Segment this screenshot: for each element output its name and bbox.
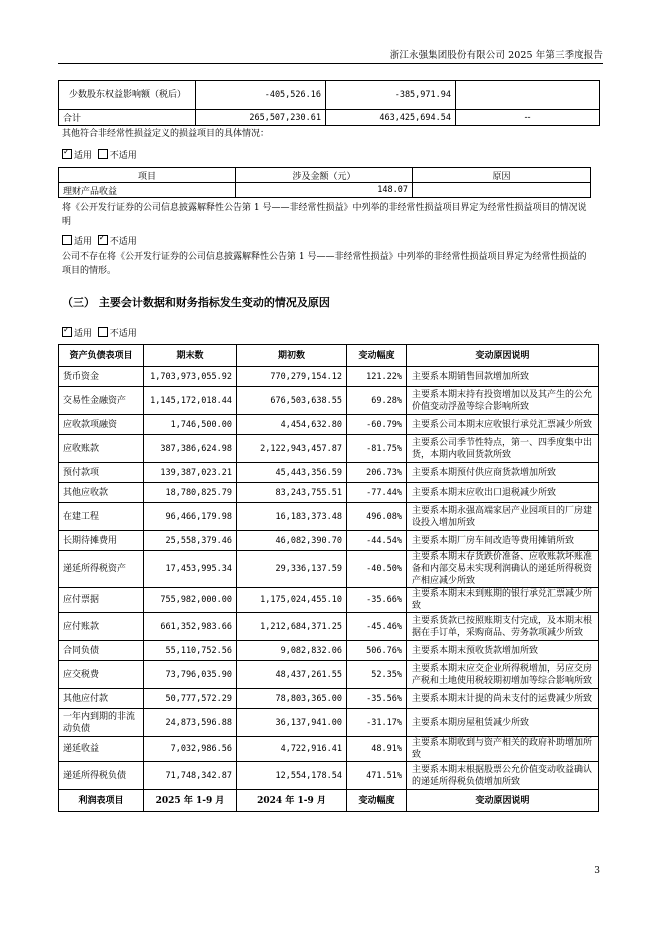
end-value-cell: 18,780,825.79	[144, 483, 237, 503]
table-row	[59, 551, 599, 588]
change-rate-cell: -31.17%	[347, 709, 407, 737]
checkbox-group-2	[62, 234, 137, 247]
item-cell: 应收账款	[59, 435, 144, 463]
table-row	[59, 588, 599, 613]
page-number: 3	[594, 866, 600, 876]
current-value: 265,507,230.61	[196, 110, 326, 126]
begin-value-cell: 83,243,755.51	[237, 483, 347, 503]
table-row	[59, 503, 599, 531]
item-cell: 递延收益	[59, 737, 144, 762]
col-header: 2024 年 1-9 月	[237, 790, 347, 812]
end-value-cell: 139,387,023.21	[144, 463, 237, 483]
checkbox-checked-icon	[98, 235, 108, 245]
change-rate-cell: 471.51%	[347, 762, 407, 790]
end-value-cell: 387,386,624.98	[144, 435, 237, 463]
reason-cell: 主要系货款已按照账期支付完成，及本期末根据在手订单，采购商品、劳务款项减少所致	[407, 613, 599, 641]
table-row	[59, 483, 599, 503]
table-row	[59, 709, 599, 737]
change-rate-cell: 52.35%	[347, 661, 407, 689]
item-cell: 其他应付款	[59, 689, 144, 709]
end-value-cell: 755,982,000.00	[144, 588, 237, 613]
change-rate-cell: -35.66%	[347, 588, 407, 613]
reason-cell: 主要系本期末计提的尚未支付的运费减少所致	[407, 689, 599, 709]
ytd-value: 463,425,694.54	[326, 110, 456, 126]
applicable-label: 适用	[74, 237, 93, 247]
reason-cell: 主要系本期销售回款增加所致	[407, 367, 599, 387]
col-header: 涉及金额（元）	[236, 168, 413, 183]
amount-cell: 148.07	[236, 183, 413, 198]
reason-cell: 主要系公司本期末应收银行承兑汇票减少所致	[407, 415, 599, 435]
table-row	[59, 641, 599, 661]
change-rate-cell: 496.08%	[347, 503, 407, 531]
change-rate-cell: 69.28%	[347, 387, 407, 415]
end-value-cell: 25,558,379.46	[144, 531, 237, 551]
reason-cell: 主要系本期收到与资产相关的政府补助增加所致	[407, 737, 599, 762]
begin-value-cell: 29,336,137.59	[237, 551, 347, 588]
checkbox-unchecked-icon	[98, 149, 108, 159]
end-value-cell: 1,145,172,018.44	[144, 387, 237, 415]
item-cell: 长期待摊费用	[59, 531, 144, 551]
reason-cell: 主要系本期末应交企业所得税增加，另应交房产税和土地使用税较期初增加等综合影响所致	[407, 661, 599, 689]
reason-cell: 主要系本期末预收货款增加所致	[407, 641, 599, 661]
no-reclassification-statement: 公司不存在将《公开发行证券的公司信息披露解释性公告第 1 号——非经常性损益》中列举的非经常性损益项目界定为经常性损益的项目的情形。	[62, 252, 587, 276]
item-cell: 应交税费	[59, 661, 144, 689]
begin-value-cell: 48,437,261.55	[237, 661, 347, 689]
change-rate-cell: -81.75%	[347, 435, 407, 463]
col-header: 利润表项目	[59, 790, 144, 812]
col-header: 变动幅度	[347, 790, 407, 812]
reason-cell: 主要系本期预付供应商货款增加所致	[407, 463, 599, 483]
checkbox-unchecked-icon	[98, 327, 108, 337]
item-cell: 应付票据	[59, 588, 144, 613]
begin-value-cell: 12,554,178.54	[237, 762, 347, 790]
table-row	[59, 415, 599, 435]
table-row	[59, 387, 599, 415]
table-row	[59, 463, 599, 483]
change-rate-cell: -35.56%	[347, 689, 407, 709]
applicable-label: 适用	[74, 151, 93, 161]
end-value-cell: 1,703,973,055.92	[144, 367, 237, 387]
begin-value-cell: 4,454,632.80	[237, 415, 347, 435]
begin-value-cell: 46,082,390.70	[237, 531, 347, 551]
income-statement-header-row	[59, 790, 599, 812]
end-value-cell: 73,796,035.90	[144, 661, 237, 689]
item-cell: 应收款项融资	[59, 415, 144, 435]
table-row	[59, 183, 591, 198]
item-cell: 其他应收款	[59, 483, 144, 503]
non-recurring-summary-table	[58, 80, 600, 126]
item-cell: 交易性金融资产	[59, 387, 144, 415]
reason-cell: 主要系本期厂房车间改造等费用摊销所致	[407, 531, 599, 551]
item-cell: 预付款项	[59, 463, 144, 483]
reason-cell: 主要系公司季节性特点，第一、四季度集中出货，本期内收回货款所致	[407, 435, 599, 463]
change-rate-cell: 506.76%	[347, 641, 407, 661]
checkbox-group-3	[62, 326, 137, 339]
current-value: -405,526.16	[196, 81, 326, 110]
end-value-cell: 71,748,342.87	[144, 762, 237, 790]
table-header-row	[59, 345, 599, 367]
begin-value-cell: 78,803,365.00	[237, 689, 347, 709]
reason-cell: 主要系本期末根据股票公允价值变动收益确认的递延所得税负债增加所致	[407, 762, 599, 790]
checkbox-group-1	[62, 148, 137, 161]
note-cell: --	[456, 110, 600, 126]
item-cell: 理财产品收益	[59, 183, 236, 198]
col-header: 变动幅度	[347, 345, 407, 367]
end-value-cell: 24,873,596.88	[144, 709, 237, 737]
reason-cell: 主要系本期末存货跌价准备、应收账款坏账准备和内部交易未实现利润确认的递延所得税资产相应减少所致	[407, 551, 599, 588]
reason-cell	[413, 183, 591, 198]
page-header: 浙江永强集团股份有限公司 2025 年第三季度报告	[389, 50, 603, 61]
item-cell: 一年内到期的非流动负债	[59, 709, 144, 737]
reason-cell: 主要系本期末持有投资增加以及其产生的公允价值变动浮盈等综合影响所致	[407, 387, 599, 415]
begin-value-cell: 4,722,916.41	[237, 737, 347, 762]
checkbox-checked-icon	[62, 149, 72, 159]
not-applicable-label: 不适用	[109, 329, 137, 339]
checkbox-checked-icon	[62, 327, 72, 337]
change-rate-cell: -77.44%	[347, 483, 407, 503]
col-header: 2025 年 1-9 月	[144, 790, 237, 812]
col-header: 原因	[413, 168, 591, 183]
item-cell: 在建工程	[59, 503, 144, 531]
header-rule	[58, 63, 603, 64]
reclassification-note: 将《公开发行证券的公司信息披露解释性公告第 1 号——非经常性损益》中列举的非经常性损益项目界定为经常性损益项目的情况说明	[62, 203, 587, 227]
col-header: 期初数	[237, 345, 347, 367]
table-row	[59, 661, 599, 689]
col-header: 项目	[59, 168, 236, 183]
change-rate-cell: 48.91%	[347, 737, 407, 762]
reason-cell: 主要系本期房屋租赁减少所致	[407, 709, 599, 737]
table-row	[59, 367, 599, 387]
change-rate-cell: -44.54%	[347, 531, 407, 551]
row-label: 合计	[59, 110, 196, 126]
end-value-cell: 661,352,983.66	[144, 613, 237, 641]
end-value-cell: 7,032,986.56	[144, 737, 237, 762]
begin-value-cell: 676,503,638.55	[237, 387, 347, 415]
item-cell: 货币资金	[59, 367, 144, 387]
table-header-row	[59, 168, 591, 183]
change-rate-cell: 206.73%	[347, 463, 407, 483]
item-cell: 合同负债	[59, 641, 144, 661]
begin-value-cell: 770,279,154.12	[237, 367, 347, 387]
not-applicable-label: 不适用	[109, 151, 137, 161]
end-value-cell: 55,110,752.56	[144, 641, 237, 661]
checkbox-unchecked-icon	[62, 235, 72, 245]
table-row	[59, 613, 599, 641]
table-row	[59, 762, 599, 790]
ytd-value: -385,971.94	[326, 81, 456, 110]
begin-value-cell: 1,175,024,455.10	[237, 588, 347, 613]
end-value-cell: 17,453,995.34	[144, 551, 237, 588]
row-label: 少数股东权益影响额（税后）	[59, 81, 196, 110]
note-cell	[456, 81, 600, 110]
table-row	[59, 737, 599, 762]
col-header: 变动原因说明	[407, 345, 599, 367]
end-value-cell: 1,746,500.00	[144, 415, 237, 435]
begin-value-cell: 16,183,373.48	[237, 503, 347, 531]
reason-cell: 主要系本期末未到账期的银行承兑汇票减少所致	[407, 588, 599, 613]
end-value-cell: 96,466,179.98	[144, 503, 237, 531]
begin-value-cell: 36,137,941.00	[237, 709, 347, 737]
table-row	[59, 110, 600, 126]
other-items-intro: 其他符合非经常性损益定义的损益项目的具体情况：	[62, 129, 270, 139]
change-rate-cell: -45.46%	[347, 613, 407, 641]
change-rate-cell: -60.79%	[347, 415, 407, 435]
not-applicable-label: 不适用	[109, 237, 137, 247]
section-title: （三） 主要会计数据和财务指标发生变动的情况及原因	[62, 296, 330, 309]
begin-value-cell: 9,082,832.06	[237, 641, 347, 661]
balance-sheet-changes-table	[58, 344, 599, 812]
col-header: 资产负债表项目	[59, 345, 144, 367]
change-rate-cell: -40.50%	[347, 551, 407, 588]
table-row	[59, 81, 600, 110]
table-row	[59, 531, 599, 551]
col-header: 变动原因说明	[407, 790, 599, 812]
applicable-label: 适用	[74, 329, 93, 339]
item-cell: 应付账款	[59, 613, 144, 641]
end-value-cell: 50,777,572.29	[144, 689, 237, 709]
begin-value-cell: 2,122,943,457.87	[237, 435, 347, 463]
begin-value-cell: 45,443,356.59	[237, 463, 347, 483]
change-rate-cell: 121.22%	[347, 367, 407, 387]
begin-value-cell: 1,212,684,371.25	[237, 613, 347, 641]
table-row	[59, 435, 599, 463]
other-items-table	[58, 167, 591, 198]
table-row	[59, 689, 599, 709]
item-cell: 递延所得税负债	[59, 762, 144, 790]
reason-cell: 主要系本期永强高端家居产业园项目的厂房建设投入增加所致	[407, 503, 599, 531]
reason-cell: 主要系本期末应收出口退税减少所致	[407, 483, 599, 503]
item-cell: 递延所得税资产	[59, 551, 144, 588]
col-header: 期末数	[144, 345, 237, 367]
